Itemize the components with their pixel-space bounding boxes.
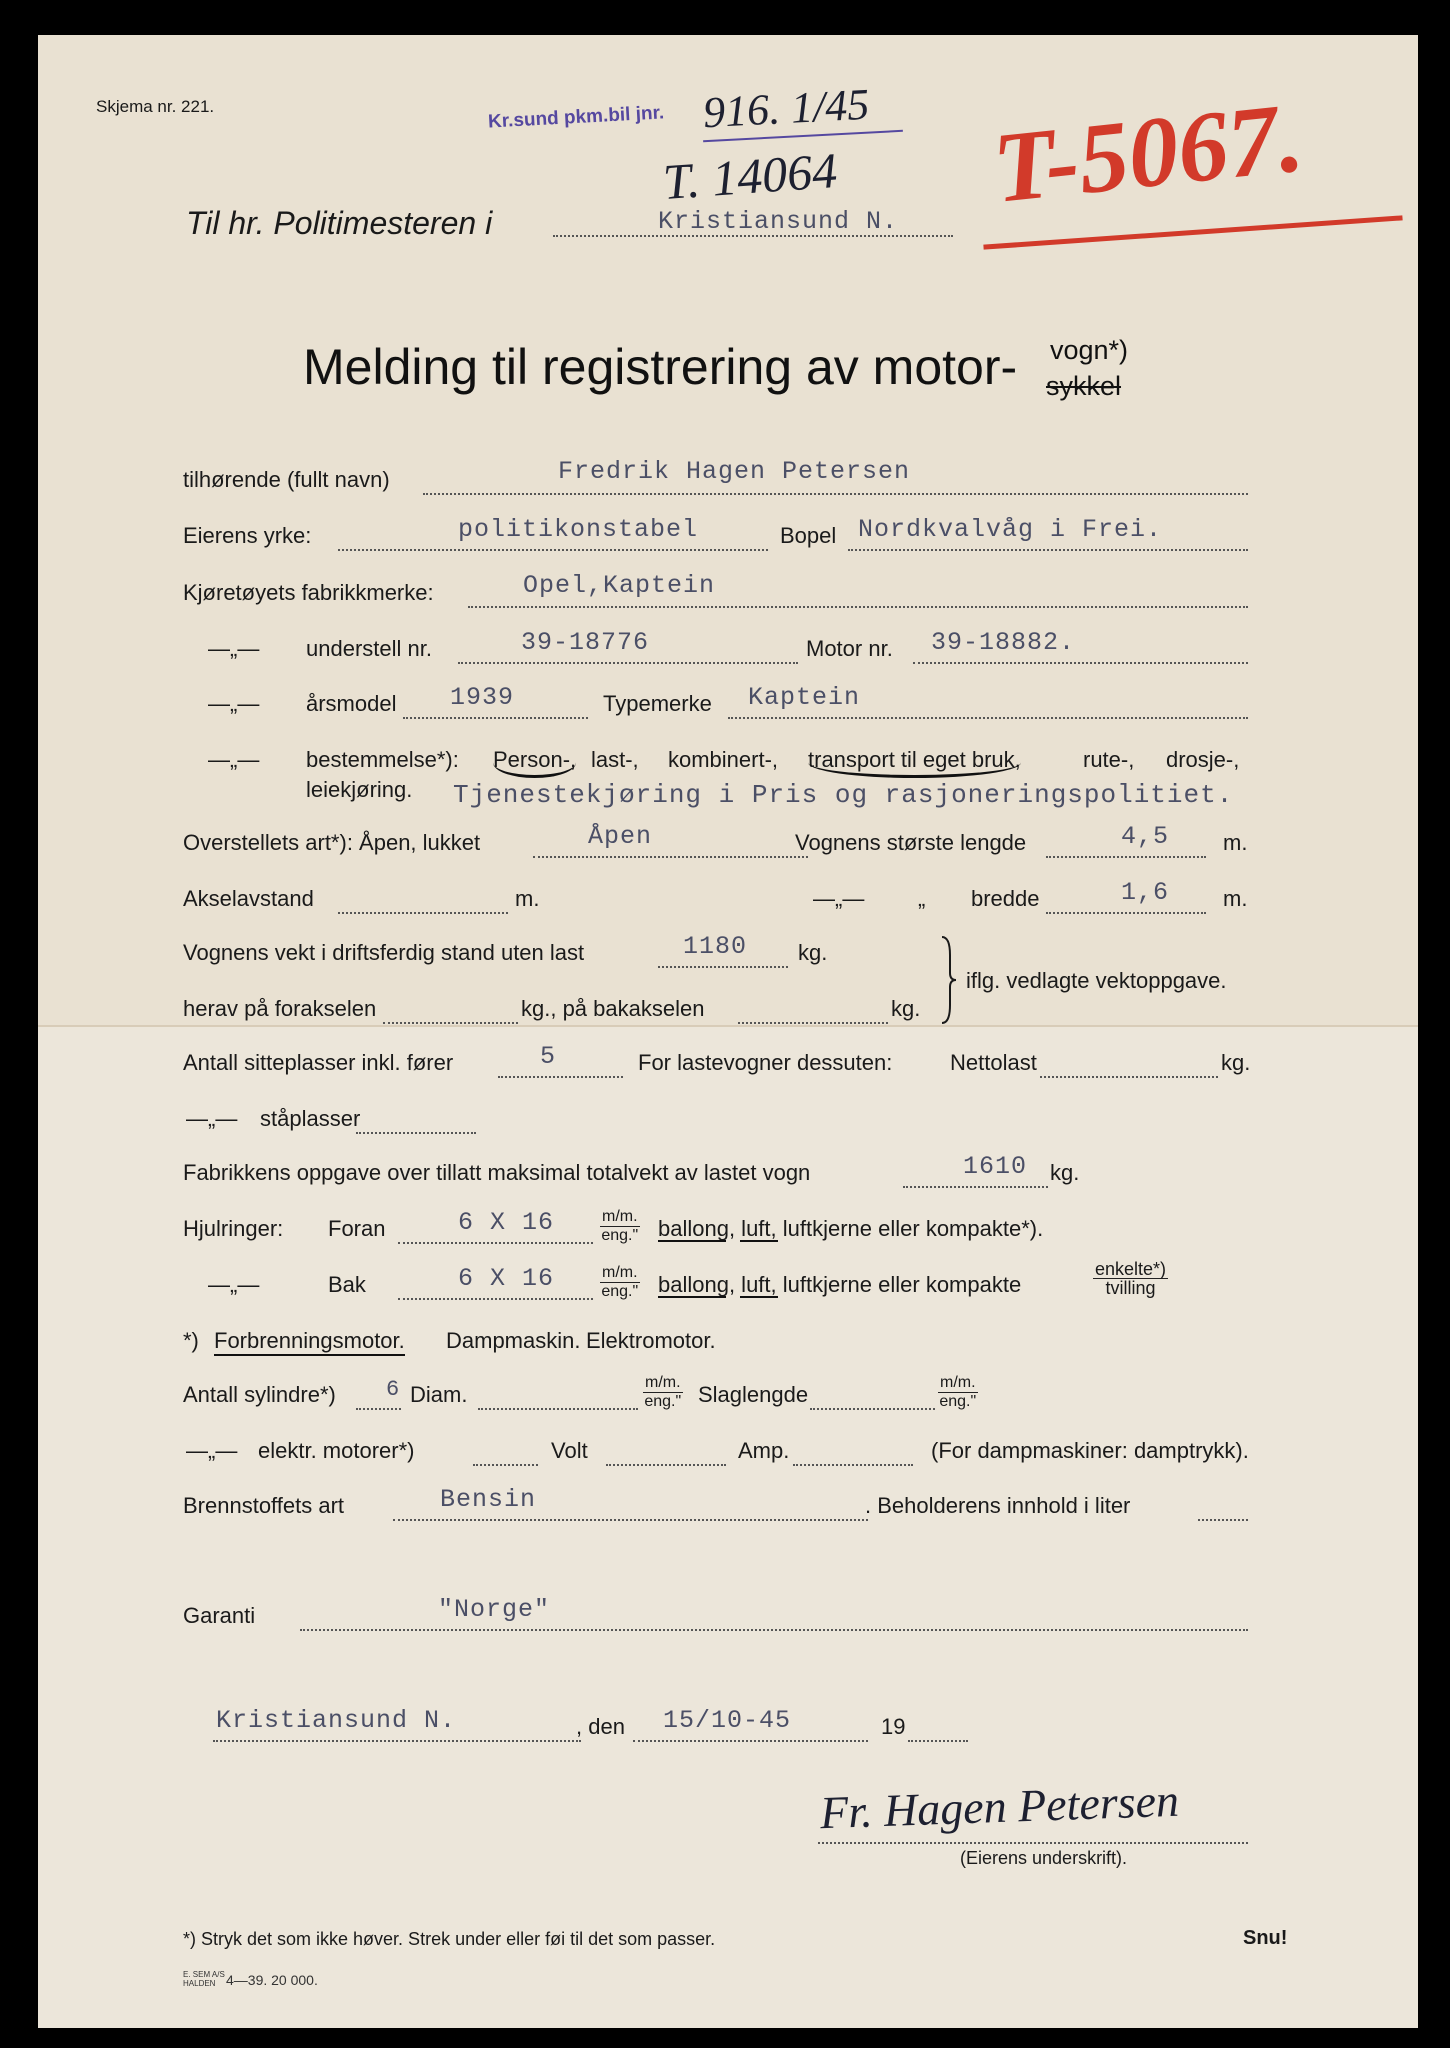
purpose-option-drosje: drosje-, (1166, 747, 1240, 772)
purpose-label: bestemmelse*): (306, 747, 459, 772)
electric-motors-label: elektr. motorer*) (258, 1438, 415, 1463)
width-value: 1,6 (1121, 878, 1170, 907)
residence-label: Bopel (780, 523, 837, 548)
factory-max-value: 1610 (963, 1152, 1028, 1181)
model-year-line (403, 717, 588, 719)
owner-name-value: Fredrik Hagen Petersen (558, 457, 911, 486)
recipient-value: Kristiansund N. (658, 207, 899, 236)
factory-max-label: Fabrikkens oppgave over tillatt maksimal totalvekt av lastet vogn (183, 1160, 811, 1185)
purpose-option-last: last-, (591, 747, 639, 772)
make-value: Opel,Kaptein (523, 571, 716, 600)
turn-over-note: Snu! (1243, 1927, 1288, 1949)
fuel-value: Bensin (440, 1485, 537, 1514)
rear-axle-label: kg., på bakakselen (521, 996, 705, 1021)
cylinders-value: 6 (386, 1377, 401, 1402)
purpose-option-leiekjoring: leiekjøring. (306, 777, 413, 802)
fuel-label: Brennstoffets art (183, 1493, 345, 1518)
motor-number-value: 39-18882. (931, 628, 1076, 657)
printer-mark (183, 1970, 225, 1988)
tires-rear-label: Bak (328, 1272, 366, 1297)
fuel-line (393, 1519, 868, 1521)
eng-unit: eng." (601, 1227, 639, 1244)
stroke-label: Slaglengde (698, 1382, 809, 1407)
footnote: *) Stryk det som ikke høver. Strek under eller føi til det som passer. (183, 1929, 716, 1949)
ditto-mark: —„— (208, 636, 260, 661)
tire-underline-luft (740, 1240, 778, 1242)
document-page (38, 35, 1418, 2028)
chassis-value: 39-18776 (521, 628, 650, 657)
mm-unit: m/m. (645, 1374, 681, 1391)
purpose-option-transport: transport til eget bruk, (808, 747, 1021, 778)
type-line (728, 717, 1248, 719)
stroke-line (810, 1408, 935, 1410)
journal-number: 916. 1/45 (701, 79, 871, 138)
warranty-line (300, 1629, 1248, 1631)
diam-line (478, 1408, 638, 1410)
warranty-value: "Norge" (438, 1595, 551, 1624)
t-number: T. 14064 (661, 141, 839, 211)
motor-number-label: Motor nr. (806, 636, 893, 661)
model-year-label: årsmodel (306, 691, 397, 716)
date-line (633, 1740, 868, 1742)
tires-rear-unit (600, 1264, 640, 1301)
title-option-sykkel: sykkel (1046, 371, 1122, 401)
electric-motors-line (473, 1464, 538, 1466)
for-trucks-label: For lastevogner dessuten: (638, 1050, 893, 1075)
motor-number-line (913, 662, 1248, 664)
owner-name-label: tilhørende (fullt navn) (183, 467, 390, 492)
tire-underline-ballong (658, 1296, 726, 1298)
signature-line (818, 1842, 1248, 1844)
mm-unit: m/m. (602, 1264, 638, 1281)
ditto-mark: —„— (186, 1106, 238, 1131)
steam-pressure-label: (For dampmaskiner: damptrykk). (931, 1438, 1249, 1463)
ditto-mark: —„— (208, 1272, 260, 1297)
cylinders-label: Antall sylindre*) (183, 1382, 336, 1407)
tire-underline-luft (740, 1296, 778, 1298)
place-line (213, 1740, 581, 1742)
factory-max-unit: kg. (1050, 1160, 1080, 1185)
tires-front-line (398, 1242, 593, 1244)
width-ditto: „ (918, 886, 926, 911)
residence-value: Nordkvalvåg i Frei. (858, 515, 1163, 544)
axle-distance-unit: m. (515, 886, 540, 911)
weight-label: Vognens vekt i driftsferdig stand uten last (183, 940, 585, 965)
seats-label: Antall sitteplasser inkl. fører (183, 1050, 454, 1075)
engine-type-steam: Dampmaskin. (446, 1328, 581, 1353)
net-load-unit: kg. (1221, 1050, 1251, 1075)
axle-distance-label: Akselavstand (183, 886, 314, 911)
purpose-option-rute: rute-, (1083, 747, 1135, 772)
diam-unit (643, 1374, 683, 1411)
standing-label: ståplasser (260, 1106, 361, 1131)
mm-unit: m/m. (940, 1374, 976, 1391)
width-unit: m. (1223, 886, 1248, 911)
max-length-label: Vognens største lengde (795, 830, 1027, 855)
printer-city: HALDEN (183, 1979, 216, 1988)
width-label: bredde (971, 886, 1040, 911)
brace (938, 935, 958, 1025)
make-label: Kjøretøyets fabrikkmerke: (183, 580, 434, 605)
standing-line (356, 1132, 476, 1134)
eng-unit: eng." (644, 1393, 682, 1410)
ditto-mark: —„— (186, 1438, 238, 1463)
weight-unit: kg. (798, 940, 828, 965)
date-den-label: , den (576, 1714, 625, 1739)
tires-rear-types: ballong, luft, luftkjerne eller kompakte (658, 1272, 1022, 1297)
mm-unit: m/m. (602, 1208, 638, 1225)
tire-underline-ballong (658, 1240, 726, 1242)
ditto-mark: —„— (208, 691, 260, 716)
form-title: Melding til registrering av motor- (303, 339, 1018, 395)
tires-rear-value: 6 X 16 (458, 1264, 555, 1293)
cylinders-line (356, 1408, 401, 1410)
front-axle-label: herav på forakselen (183, 996, 377, 1021)
occupation-line (338, 549, 768, 551)
seats-line (498, 1076, 623, 1078)
type-label: Typemerke (603, 691, 712, 716)
fold-line (38, 1025, 1418, 1027)
owner-signature: Fr. Hagen Petersen (819, 1774, 1180, 1839)
diam-label: Diam. (410, 1382, 468, 1407)
signature-label: (Eierens underskrift). (960, 1848, 1128, 1868)
max-length-line (1046, 856, 1206, 858)
journal-stamp-label: Kr.sund pkm.bil jnr. (487, 102, 665, 133)
occupation-value: politikonstabel (458, 515, 699, 544)
model-year-value: 1939 (450, 683, 515, 712)
make-line (468, 606, 1248, 608)
tires-rear-line (398, 1298, 593, 1300)
warranty-label: Garanti (183, 1603, 256, 1628)
rear-axle-line (738, 1022, 888, 1024)
type-value: Kaptein (748, 683, 861, 712)
date-value: 15/10-45 (663, 1706, 792, 1735)
tires-front-types: ballong, luft, luftkjerne eller kompakte*). (658, 1216, 1044, 1241)
max-length-unit: m. (1223, 830, 1248, 855)
purpose-option-kombinert: kombinert-, (668, 747, 779, 772)
owner-name-line (423, 493, 1248, 495)
tire-mount-enkelte: enkelte*) (1095, 1259, 1167, 1279)
body-type-line (533, 856, 808, 858)
schema-number: Skjema nr. 221. (96, 97, 215, 116)
year-prefix: 19 (881, 1714, 906, 1739)
rear-axle-unit: kg. (891, 996, 921, 1021)
engine-type-electric: Elektromotor. (586, 1328, 716, 1353)
axle-distance-line (338, 912, 508, 914)
residence-line (848, 549, 1248, 551)
amp-line (793, 1464, 913, 1466)
net-load-line (1040, 1076, 1218, 1078)
tires-front-unit (600, 1208, 640, 1245)
factory-max-line (903, 1186, 1048, 1188)
engine-type-combustion: Forbrenningsmotor. (214, 1328, 405, 1356)
max-length-value: 4,5 (1121, 822, 1170, 851)
tire-mount-options (1093, 1260, 1168, 1297)
volt-line (606, 1464, 726, 1466)
tires-label: Hjulringer: (183, 1216, 284, 1241)
eng-unit: eng." (601, 1283, 639, 1300)
body-type-label: Overstellets art*): Åpen, lukket (183, 830, 481, 855)
purpose-extra-value: Tjenestekjøring i Pris og rasjoneringspolitiet. (453, 780, 1234, 810)
tank-line (1198, 1519, 1248, 1521)
stroke-unit (938, 1374, 978, 1411)
chassis-label: understell nr. (306, 636, 432, 661)
year-line (908, 1740, 968, 1742)
red-registration-number: T-5067. (988, 81, 1309, 224)
printer-code: 4—39. 20 000. (226, 1972, 318, 1988)
printer-name: E. SEM A/S (183, 1970, 225, 1979)
title-option-vogn: vogn*) (1050, 335, 1129, 365)
width-line (1046, 912, 1206, 914)
tires-front-label: Foran (328, 1216, 386, 1241)
engine-types-marker: *) (183, 1328, 199, 1353)
body-type-value: Åpen (588, 822, 653, 851)
ditto-mark: —„— (208, 747, 260, 772)
amp-label: Amp. (738, 1438, 790, 1463)
weight-note: iflg. vedlagte vektoppgave. (966, 968, 1227, 993)
tires-front-value: 6 X 16 (458, 1208, 555, 1237)
occupation-label: Eierens yrke: (183, 523, 312, 548)
tank-label: . Beholderens innhold i liter (865, 1493, 1131, 1518)
weight-value: 1180 (683, 932, 748, 961)
ditto-mark: —„— (813, 886, 865, 911)
chassis-line (458, 662, 798, 664)
weight-line (658, 966, 788, 968)
net-load-label: Nettolast (950, 1050, 1037, 1075)
volt-label: Volt (551, 1438, 588, 1463)
place-value: Kristiansund N. (216, 1706, 457, 1735)
tire-mount-tvilling: tvilling (1105, 1278, 1156, 1298)
recipient-label: Til hr. Politimesteren i (186, 205, 493, 241)
front-axle-line (383, 1022, 518, 1024)
purpose-option-person: Person-, (493, 747, 576, 778)
eng-unit: eng." (939, 1393, 977, 1410)
seats-value: 5 (540, 1042, 557, 1071)
